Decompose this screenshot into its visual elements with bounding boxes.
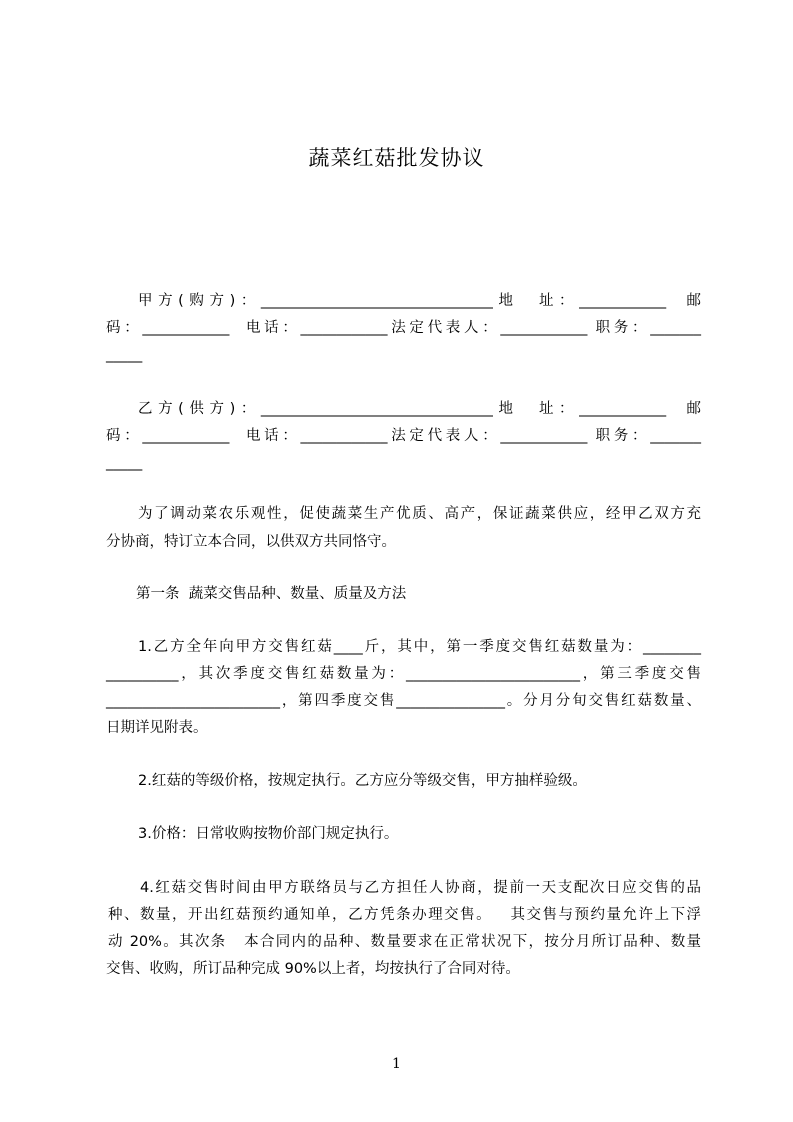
party-a-line-1: 甲方(购方)：________________________________地 址：____________ 邮 bbox=[138, 293, 701, 309]
item-3: 3.价格：日常收购按物价部门规定执行。 bbox=[138, 826, 399, 842]
item-4-line-4: 交售、收购，所订品种完成 90%以上者，均按执行了合同对待。 bbox=[106, 961, 520, 977]
item-2: 2.红菇的等级价格，按规定执行。乙方应分等级交售，甲方抽样验级。 bbox=[138, 773, 587, 789]
document-title: 蔬菜红菇批发协议 bbox=[308, 146, 485, 170]
item-1-line-2: __________，其次季度交售红菇数量为：________________________，第三季度交售 bbox=[106, 666, 701, 682]
intro-line-1: 为了调动菜农乐观性，促使蔬菜生产优质、高产，保证蔬菜供应，经甲乙双方充 bbox=[138, 506, 701, 522]
item-4-line-1: 4.红菇交售时间由甲方联络员与乙方担任人协商，提前一天支配次日应交售的品 bbox=[140, 880, 701, 896]
party-b-line-3: _____ bbox=[106, 455, 143, 471]
intro-line-2: 分协商，特订立本合同，以供双方共同恪守。 bbox=[106, 534, 396, 550]
party-a-line-2: 码：____________ 电话：____________法定代表人：____________ 职务：_______ bbox=[106, 320, 701, 336]
item-1-line-1: 1.乙方全年向甲方交售红菇____斤，其中，第一季度交售红菇数量为：________ bbox=[138, 639, 701, 655]
party-a-line-3: _____ bbox=[106, 347, 143, 363]
item-1-line-3: ________________________，第四季度交售_______________。分月分旬交售红菇数量、 bbox=[106, 693, 701, 709]
article-1-heading: 第一条 蔬菜交售品种、数量、质量及方法 bbox=[136, 586, 407, 602]
party-b-line-1: 乙方(供方)：________________________________地 址：____________ 邮 bbox=[138, 401, 701, 417]
page-number: 1 bbox=[392, 1056, 401, 1072]
item-4-line-3: 动 20%。其次条 本合同内的品种、数量要求在正常状况下，按分月所订品种、数量 bbox=[108, 934, 701, 950]
item-4-line-2: 种、数量，开出红菇预约通知单，乙方凭条办理交售。 其交售与预约量允许上下浮 bbox=[108, 907, 701, 923]
party-b-line-2: 码：____________ 电话：____________法定代表人：____________ 职务：_______ bbox=[106, 428, 701, 444]
item-1-line-4: 日期详见附表。 bbox=[106, 720, 208, 736]
